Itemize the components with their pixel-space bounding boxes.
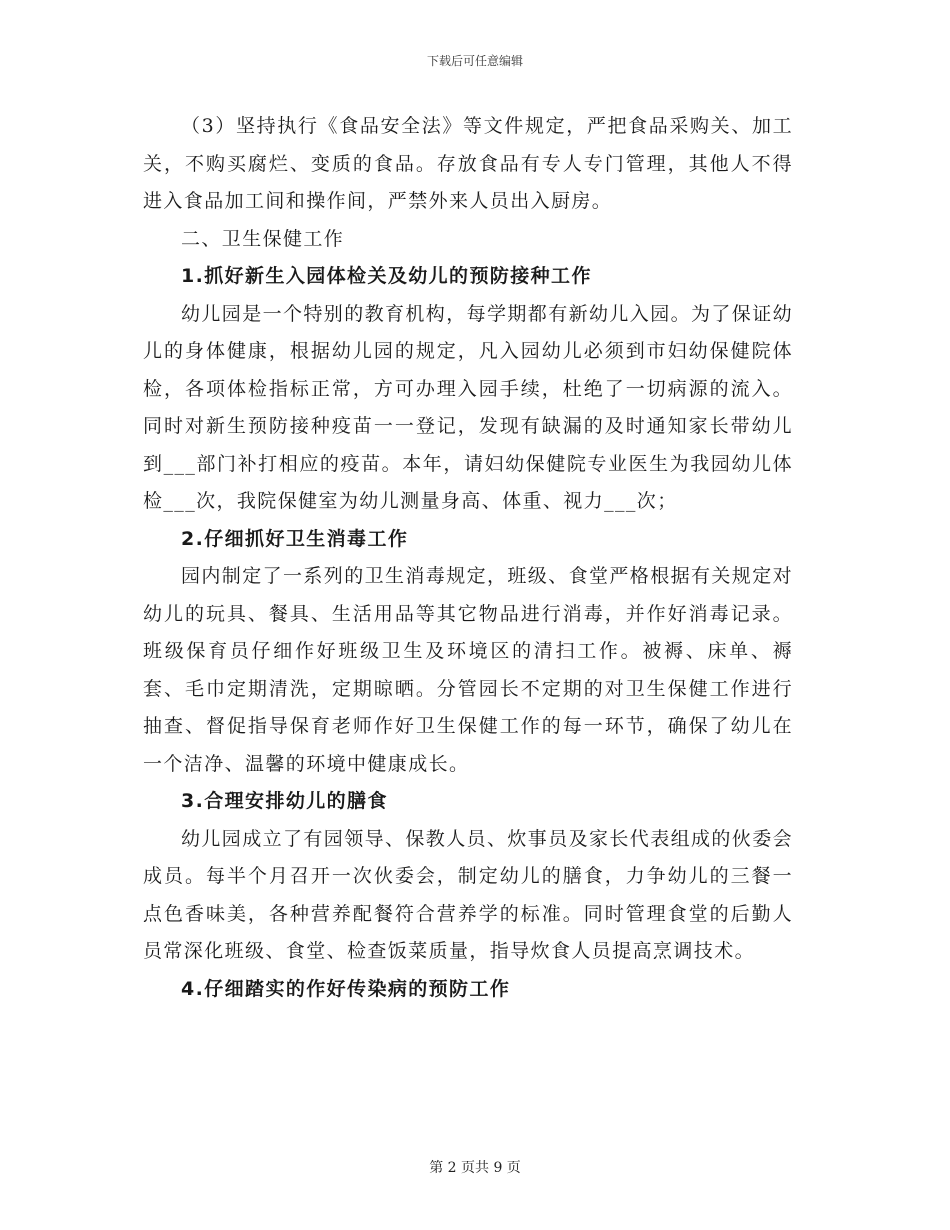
paragraph-food-safety: （3）坚持执行《食品安全法》等文件规定，严把食品采购关、加工关，不购买腐烂、变质的食品。存放食品有专人专门管理，其他人不得进入食品加工间和操作间，严禁外来人员出入厨房。 <box>143 115 793 212</box>
paragraph-disinfection: 园内制定了一系列的卫生消毒规定，班级、食堂严格根据有关规定对幼儿的玩具、餐具、生活用品等其它物品进行消毒，并作好消毒记录。班级保育员仔细作好班级卫生及环境区的清扫工作。被褥、床单、褥套、毛巾定期清洗，定期晾晒。分管园长不定期的对卫生保健工作进行抽查、督促指导保育老师作好卫生保健工作的每一环节，确保了幼儿在一个洁净、温馨的环境中健康成长。 <box>143 565 794 775</box>
subheading-health-checkup: 1.抓好新生入园体检关及幼儿的预防接种工作 <box>181 265 592 287</box>
section-heading-health-care: 二、卫生保健工作 <box>181 227 345 250</box>
subheading-disease-prevention: 4.仔细踏实的作好传染病的预防工作 <box>181 977 511 1000</box>
subheading-meals: 3.合理安排幼儿的膳食 <box>181 790 388 812</box>
page-header: 下载后可任意编辑 <box>426 54 523 68</box>
subheading-disinfection: 2.仔细抓好卫生消毒工作 <box>181 527 409 550</box>
paragraph-meals: 幼儿园成立了有园领导、保教人员、炊事员及家长代表组成的伙委会成员。每半个月召开一次伙委会，制定幼儿的膳食，力争幼儿的三餐一点色香味美，各种营养配餐符合营养学的标准。同时管理食堂的后勤人员常深化班级、食堂、检查饭菜质量，指导炊食人员提高烹调技术。 <box>143 827 794 962</box>
page-footer: 第 2 页共 9 页 <box>429 1160 521 1176</box>
paragraph-health-checkup: 幼儿园是一个特别的教育机构，每学期都有新幼儿入园。为了保证幼儿的身体健康，根据幼儿园的规定，凡入园幼儿必须到市妇幼保健院体检，各项体检指标正常，方可办理入园手续，杜绝了一切病源的流入。同时对新生预防接种疫苗一一登记，发现有缺漏的及时通知家长带幼儿到___部门补打相应的疫苗。本年，请妇幼保健院专业医生为我园幼儿体检___次，我院保健室为幼儿测量身高、体重、视力___次； <box>143 302 794 512</box>
document-body <box>143 108 793 1008</box>
